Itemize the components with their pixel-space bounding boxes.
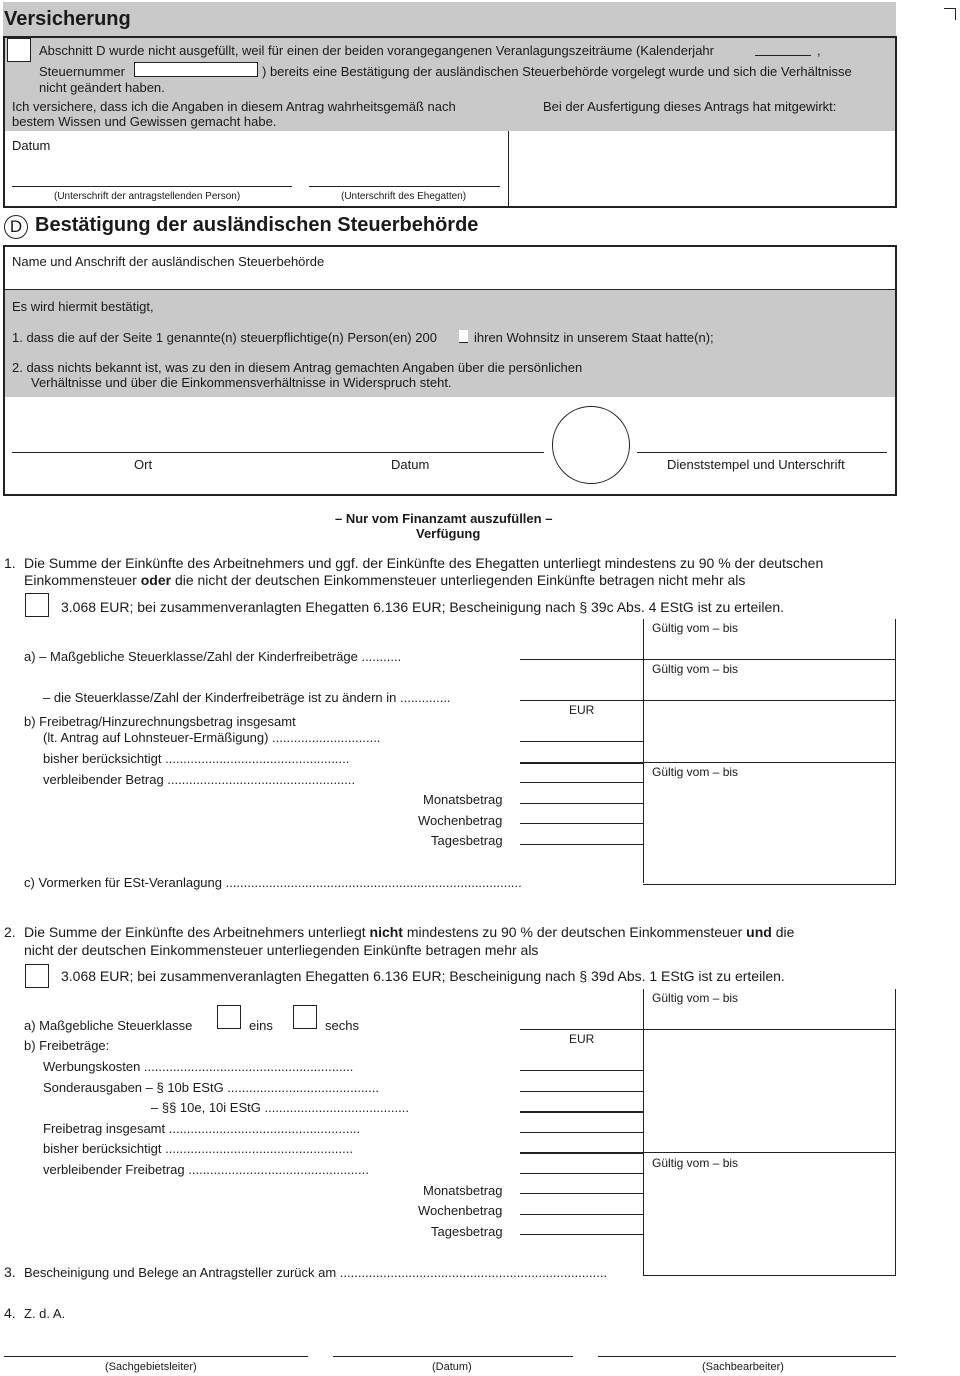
- corner-mark: [944, 8, 956, 20]
- p3-text: Bescheinigung und Belege an Antragsteller zurück am ..........................................................................: [24, 1265, 608, 1280]
- eur-label-1: EUR: [569, 703, 595, 717]
- sonder-label: Sonderausgaben – § 10b EStG ..........................................: [43, 1080, 380, 1095]
- datum-label: Datum: [12, 138, 51, 153]
- p2-text-b: nicht der deutschen Einkommensteuer unterliegenden Einkünfte betragen mehr als: [24, 942, 539, 958]
- a2-col-divider: [643, 660, 644, 700]
- p4-text: Z. d. A.: [24, 1306, 66, 1321]
- b2-label: (lt. Antrag auf Lohnsteuer-Ermäßigung) ..............................: [43, 730, 381, 745]
- confirm-item-2a: 2. dass nichts bekannt ist, was zu den in diesem Antrag gemachten Angaben über die persönlichen: [12, 360, 583, 375]
- b4-label: verbleibender Betrag ....................................................: [43, 772, 356, 787]
- sachgebiet-label: (Sachgebietsleiter): [105, 1361, 197, 1373]
- p3-number: 3.: [4, 1264, 16, 1280]
- c-line[interactable]: [643, 884, 896, 885]
- right-border-2: [895, 989, 896, 1276]
- confirm-item-1a: 1. dass die auf der Seite 1 genannte(n) steuerpflichtige(n) Person(en) 200: [12, 330, 437, 345]
- b-gueltig-line: [643, 762, 896, 763]
- a2-label: – die Steuerklasse/Zahl der Kinderfreibeträge ist zu ändern in ..............: [43, 690, 451, 705]
- confirm-intro: Es wird hiermit bestätigt,: [12, 299, 154, 314]
- gueltig-2: Gültig vom – bis: [652, 662, 739, 676]
- monat-line[interactable]: [520, 803, 643, 804]
- checkbox-text-1: Abschnitt D wurde nicht ausgefüllt, weil für einen der beiden vorangegangenen Veranlagungszeiträume (Kalenderjahr: [39, 43, 714, 58]
- stempel-line: [637, 452, 887, 453]
- stamp-circle: [552, 406, 630, 484]
- gueltig-3: Gültig vom – bis: [652, 765, 739, 779]
- datum-f-line[interactable]: [333, 1356, 573, 1357]
- p4-number: 4.: [4, 1305, 16, 1321]
- bearbeiter-label: (Sachbearbeiter): [702, 1361, 784, 1373]
- ort-datum-line: [12, 452, 544, 453]
- stempel-label: Dienststempel und Unterschrift: [667, 457, 845, 472]
- sig-spouse-label: (Unterschrift des Ehegatten): [341, 191, 467, 202]
- verbl-line[interactable]: [520, 1173, 643, 1174]
- section-d-letter: D: [4, 215, 28, 239]
- frei-ges-line[interactable]: [520, 1132, 643, 1133]
- a1-col-divider: [643, 619, 644, 659]
- b3-label: bisher berücksichtigt ...................................................: [43, 751, 350, 766]
- woche-line-2[interactable]: [520, 1214, 643, 1215]
- datum-d-label: Datum: [391, 457, 430, 472]
- sechs-label: sechs: [325, 1018, 359, 1033]
- steuernummer-label: Steuernummer: [39, 64, 125, 79]
- verbl-label: verbleibender Freibetrag ..................................................: [43, 1162, 369, 1177]
- monat-label-1: Monatsbetrag: [423, 792, 503, 807]
- b1-label: b) Freibetrag/Hinzurechnungsbetrag insgesamt: [24, 714, 296, 729]
- b-field-line-2[interactable]: [520, 762, 643, 764]
- p1-amount: 3.068 EUR; bei zusammenveranlagten Ehegatten 6.136 EUR; Bescheinigung nach § 39c Abs. 4 EStG ist zu erteilen.: [61, 599, 784, 615]
- comma: ,: [817, 43, 821, 58]
- gueltig-4: Gültig vom – bis: [652, 991, 739, 1005]
- mitgewirkt-label: Bei der Ausfertigung dieses Antrags hat mitgewirkt:: [543, 99, 837, 114]
- gueltig-5: Gültig vom – bis: [652, 1156, 739, 1170]
- versicherung-divider: [508, 131, 509, 206]
- werb-label: Werbungskosten ..........................................................: [43, 1059, 354, 1074]
- checkbox-text-3: nicht geändert haben.: [39, 80, 165, 95]
- p2-amount: 3.068 EUR; bei zusammenveranlagten Ehegatten 6.136 EUR; Bescheinigung nach § 39d Abs. 1 EStG ist zu erteilen.: [61, 968, 785, 984]
- kalenderjahr-field[interactable]: [755, 55, 811, 56]
- q-gueltig-line: [643, 1152, 896, 1153]
- versichere-text-1: Ich versichere, dass ich die Angaben in diesem Antrag wahrheitsgemäß nach: [12, 99, 456, 114]
- bisher-line[interactable]: [520, 1152, 643, 1154]
- section-d-title: Bestätigung der ausländischen Steuerbehörde: [35, 214, 479, 236]
- sig-person-label: (Unterschrift der antragstellenden Person): [54, 191, 241, 202]
- versicherung-header: [3, 2, 896, 36]
- gueltig-1: Gültig vom – bis: [652, 621, 739, 635]
- q-b-label: b) Freibeträge:: [24, 1038, 110, 1053]
- sig-person-line: [12, 186, 292, 187]
- woche-label-1: Wochenbetrag: [418, 813, 503, 828]
- checkbox-text-2: ) bereits eine Bestätigung der ausländischen Steuerbehörde vorgelegt wurde und sich die Verhältnisse: [262, 64, 852, 79]
- p1-text-b: Einkommensteuer oder die nicht der deutschen Einkommensteuer unterliegenden Einkünfte betragen nicht mehr als: [24, 572, 746, 588]
- c-label: c) Vormerken für ESt-Veranlagung ..................................................................................: [24, 875, 522, 890]
- no-section-d-checkbox[interactable]: [7, 38, 31, 62]
- eins-label: eins: [249, 1018, 273, 1033]
- bearbeiter-line[interactable]: [598, 1356, 896, 1357]
- versicherung-title: Versicherung: [4, 8, 131, 30]
- a1-label: a) – Maßgebliche Steuerklasse/Zahl der Kinderfreibeträge ...........: [24, 649, 402, 664]
- steuernummer-field[interactable]: [134, 62, 258, 77]
- ort-label: Ort: [134, 457, 153, 472]
- right-border-1: [895, 619, 896, 885]
- confirm-item-2b: Verhältnisse und über die Einkommensverhältnisse in Widerspruch steht.: [31, 375, 452, 390]
- p2-text-a: Die Summe der Einkünfte des Arbeitnehmers unterliegt nicht mindestens zu 90 % der deutschen Einkommensteuer und die: [24, 924, 795, 940]
- klasse-sechs-checkbox[interactable]: [293, 1005, 317, 1029]
- q-a-line[interactable]: [520, 1029, 896, 1030]
- year-field[interactable]: [459, 330, 468, 343]
- bisher-label: bisher berücksichtigt ....................................................: [43, 1141, 353, 1156]
- sonder-line[interactable]: [520, 1091, 643, 1092]
- p1-checkbox[interactable]: [25, 593, 49, 617]
- werb-line[interactable]: [520, 1070, 643, 1071]
- eur-label-2: EUR: [569, 1032, 595, 1046]
- a2-field-line[interactable]: [520, 700, 896, 701]
- monat-label-2: Monatsbetrag: [423, 1183, 503, 1198]
- verfuegung-heading: Verfügung: [416, 526, 481, 541]
- b-field-line-1[interactable]: [520, 741, 643, 742]
- p2-checkbox[interactable]: [25, 964, 49, 988]
- authority-name-label[interactable]: Name und Anschrift der ausländischen Steuerbehörde: [12, 254, 325, 269]
- frei-ges-label: Freibetrag insgesamt .....................................................: [43, 1121, 361, 1136]
- sachgebiet-line[interactable]: [4, 1356, 308, 1357]
- b-field-line-3[interactable]: [520, 782, 643, 783]
- p3-line[interactable]: [643, 1275, 896, 1276]
- tag-line[interactable]: [520, 844, 643, 845]
- q-col-divider: [643, 989, 644, 1029]
- monat-line-2[interactable]: [520, 1193, 643, 1194]
- tag-label-2: Tagesbetrag: [431, 1224, 503, 1239]
- versichere-text-2: bestem Wissen und Gewissen gemacht habe.: [12, 114, 277, 129]
- woche-label-2: Wochenbetrag: [418, 1203, 503, 1218]
- eur-col-divider-1: [643, 700, 644, 883]
- sig-spouse-line: [309, 186, 500, 187]
- finanzamt-heading: – Nur vom Finanzamt auszufüllen –: [335, 511, 553, 526]
- tag-line-2[interactable]: [520, 1234, 643, 1235]
- datum-f-label: (Datum): [432, 1361, 472, 1373]
- sonder2-line[interactable]: [520, 1111, 643, 1113]
- confirm-item-1b: ihren Wohnsitz in unserem Staat hatte(n);: [474, 330, 714, 345]
- p1-text-a: Die Summe der Einkünfte des Arbeitnehmers und ggf. der Einkünfte des Ehegatten unterliegt mindestens zu 90 % der deutschen: [24, 555, 824, 571]
- woche-line[interactable]: [520, 823, 643, 824]
- mitgewirkt-area[interactable]: [509, 131, 895, 206]
- p1-number: 1.: [4, 555, 16, 571]
- klasse-eins-checkbox[interactable]: [217, 1005, 241, 1029]
- q-a-label: a) Maßgebliche Steuerklasse: [24, 1018, 193, 1033]
- sonder2-label: – §§ 10e, 10i EStG ........................................: [151, 1100, 409, 1115]
- p2-number: 2.: [4, 924, 16, 940]
- a1-field-line[interactable]: [520, 659, 896, 660]
- tag-label-1: Tagesbetrag: [431, 833, 503, 848]
